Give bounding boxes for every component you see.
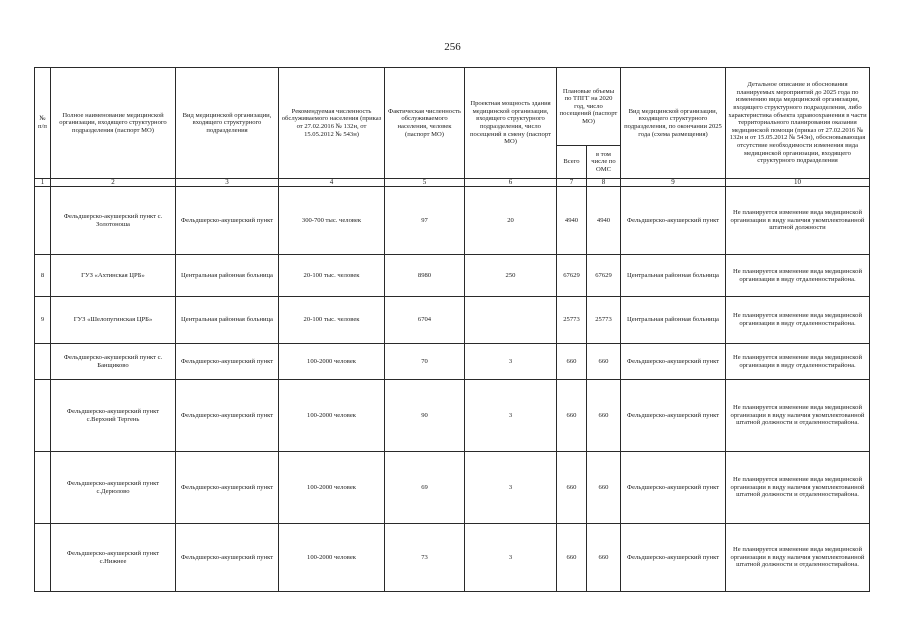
row-design-capacity: 3 — [465, 380, 557, 452]
row-name: Фельдшерско-акушерский пункт с.Нижнее — [51, 524, 176, 592]
row-org-type-2025: Фельдшерско-акушерский пункт — [621, 452, 726, 524]
row-number — [35, 524, 51, 592]
row-org-type-2025: Центральная районная больница — [621, 255, 726, 297]
column-number: 5 — [385, 179, 465, 187]
row-total: 660 — [557, 344, 587, 380]
row-description: Не планируется изменение вида медицинской организации в виду отдаленностирайона. — [726, 344, 870, 380]
row-description: Не планируется изменение вида медицинской организации в виду наличия укомплектованной штатной должности и отдаленностирайона. — [726, 380, 870, 452]
row-oms: 660 — [587, 524, 621, 592]
table-row — [35, 344, 870, 380]
row-design-capacity: 3 — [465, 344, 557, 380]
row-name: Фельдшерско-акушерский пункт с.Верхний Тергень — [51, 380, 176, 452]
header-org-type: Вид медицинской организации, входящего структурного подразделения — [176, 68, 279, 179]
row-description: Не планируется изменение вида медицинской организации в виду наличия укомплектованной штатной должности и отдаленностирайона. — [726, 452, 870, 524]
row-design-capacity: 250 — [465, 255, 557, 297]
header-planned-volumes: Плановые объемы по ТПГГ на 2020 год, число посещений (паспорт МО) — [557, 68, 621, 146]
row-recommended-population: 100-2000 человек — [279, 452, 385, 524]
column-number: 10 — [726, 179, 870, 187]
row-org-type-2025: Фельдшерско-акушерский пункт — [621, 380, 726, 452]
row-org-type: Фельдшерско-акушерский пункт — [176, 380, 279, 452]
row-name: ГУЗ «Шелопугинская ЦРБ» — [51, 297, 176, 344]
row-description: Не планируется изменение вида медицинской организации в виду отдаленностирайона. — [726, 255, 870, 297]
row-oms: 25773 — [587, 297, 621, 344]
header-total: Всего — [557, 146, 587, 179]
table-row — [35, 297, 870, 344]
row-number: 9 — [35, 297, 51, 344]
header-row — [35, 68, 870, 146]
row-org-type-2025: Фельдшерско-акушерский пункт — [621, 344, 726, 380]
row-actual-population: 69 — [385, 452, 465, 524]
row-design-capacity: 3 — [465, 524, 557, 592]
row-org-type-2025: Фельдшерско-акушерский пункт — [621, 187, 726, 255]
header-number: № п/п — [35, 68, 51, 179]
header-actual-population: Фактическая численность обслуживаемого населения, человек (паспорт МО) — [385, 68, 465, 179]
header-description: Детальное описание и обоснования планируемых мероприятий до 2025 года по изменению вида медицинской организации, входящего структурного подразделения, либо характеристика объекта здравоохранения в части территориального планирования оказания медицинской помощи (приказ от 27.02.2016 № 132н и от 15.05.2012 № 543н), обосновывающая отсутствие необходимости изменения вида медицинской организации, входящего структурного подразделения — [726, 68, 870, 179]
row-org-type: Фельдшерско-акушерский пункт — [176, 187, 279, 255]
row-org-type: Фельдшерско-акушерский пункт — [176, 524, 279, 592]
header-design-capacity: Проектная мощность здания медицинской организации, входящего структурного подразделения, число посещений в смену (паспорт МО) — [465, 68, 557, 179]
row-org-type: Центральная районная больница — [176, 255, 279, 297]
header-recommended-population: Рекомендуемая численность обслуживаемого населения (приказ от 27.02.2016 № 132н, от 15.05.2012 № 543н) — [279, 68, 385, 179]
row-number: 8 — [35, 255, 51, 297]
row-org-type: Фельдшерско-акушерский пункт — [176, 452, 279, 524]
row-total: 25773 — [557, 297, 587, 344]
row-recommended-population: 100-2000 человек — [279, 380, 385, 452]
table-row — [35, 452, 870, 524]
row-total: 660 — [557, 380, 587, 452]
column-numbers-row — [35, 179, 870, 187]
row-description: Не планируется изменение вида медицинской организации в виду отдаленностирайона. — [726, 297, 870, 344]
row-name: Фельдшерско-акушерский пункт с.Дерюлово — [51, 452, 176, 524]
row-actual-population: 73 — [385, 524, 465, 592]
row-actual-population: 97 — [385, 187, 465, 255]
row-actual-population: 6704 — [385, 297, 465, 344]
column-number: 6 — [465, 179, 557, 187]
row-description: Не планируется изменение вида медицинской организации в виду наличия укомплектованной штатной должности — [726, 187, 870, 255]
row-org-type: Фельдшерско-акушерский пункт — [176, 344, 279, 380]
row-oms: 660 — [587, 344, 621, 380]
header-full-name: Полное наименование медицинской организации, входящего структурного подразделения (паспорт МО) — [51, 68, 176, 179]
row-number — [35, 452, 51, 524]
table-row — [35, 380, 870, 452]
row-total: 4940 — [557, 187, 587, 255]
row-number — [35, 187, 51, 255]
row-oms: 4940 — [587, 187, 621, 255]
table-row — [35, 187, 870, 255]
row-actual-population: 90 — [385, 380, 465, 452]
row-recommended-population: 20-100 тыс. человек — [279, 255, 385, 297]
row-recommended-population: 100-2000 человек — [279, 344, 385, 380]
row-org-type-2025: Фельдшерско-акушерский пункт — [621, 524, 726, 592]
row-recommended-population: 300-700 тыс. человек — [279, 187, 385, 255]
row-oms: 660 — [587, 380, 621, 452]
row-design-capacity: 20 — [465, 187, 557, 255]
row-design-capacity — [465, 297, 557, 344]
header-org-type-2025: Вид медицинской организации, входящего структурного подразделения, по окончании 2025 года (схема размещения) — [621, 68, 726, 179]
column-number: 9 — [621, 179, 726, 187]
column-number: 7 — [557, 179, 587, 187]
column-number: 3 — [176, 179, 279, 187]
table-row — [35, 524, 870, 592]
row-design-capacity: 3 — [465, 452, 557, 524]
row-total: 67629 — [557, 255, 587, 297]
row-oms: 67629 — [587, 255, 621, 297]
row-total: 660 — [557, 524, 587, 592]
row-description: Не планируется изменение вида медицинской организации в виду наличия укомплектованной штатной должности и отдаленностирайона. — [726, 524, 870, 592]
row-oms: 660 — [587, 452, 621, 524]
column-number: 4 — [279, 179, 385, 187]
column-number: 1 — [35, 179, 51, 187]
table-row — [35, 255, 870, 297]
organizations-table — [34, 67, 870, 592]
row-name: Фельдшерско-акушерский пункт с. Золотоноша — [51, 187, 176, 255]
column-number: 2 — [51, 179, 176, 187]
page-number: 256 — [444, 41, 461, 53]
row-org-type: Центральная районная больница — [176, 297, 279, 344]
row-recommended-population: 100-2000 человек — [279, 524, 385, 592]
row-org-type-2025: Центральная районная больница — [621, 297, 726, 344]
column-number: 8 — [587, 179, 621, 187]
row-total: 660 — [557, 452, 587, 524]
row-actual-population: 70 — [385, 344, 465, 380]
row-recommended-population: 20-100 тыс. человек — [279, 297, 385, 344]
header-oms: в том числе по ОМС — [587, 146, 621, 179]
row-actual-population: 8980 — [385, 255, 465, 297]
row-name: ГУЗ «Ахтинская ЦРБ» — [51, 255, 176, 297]
row-number — [35, 380, 51, 452]
row-number — [35, 344, 51, 380]
row-name: Фельдшерско-акушерский пункт с. Банщиково — [51, 344, 176, 380]
